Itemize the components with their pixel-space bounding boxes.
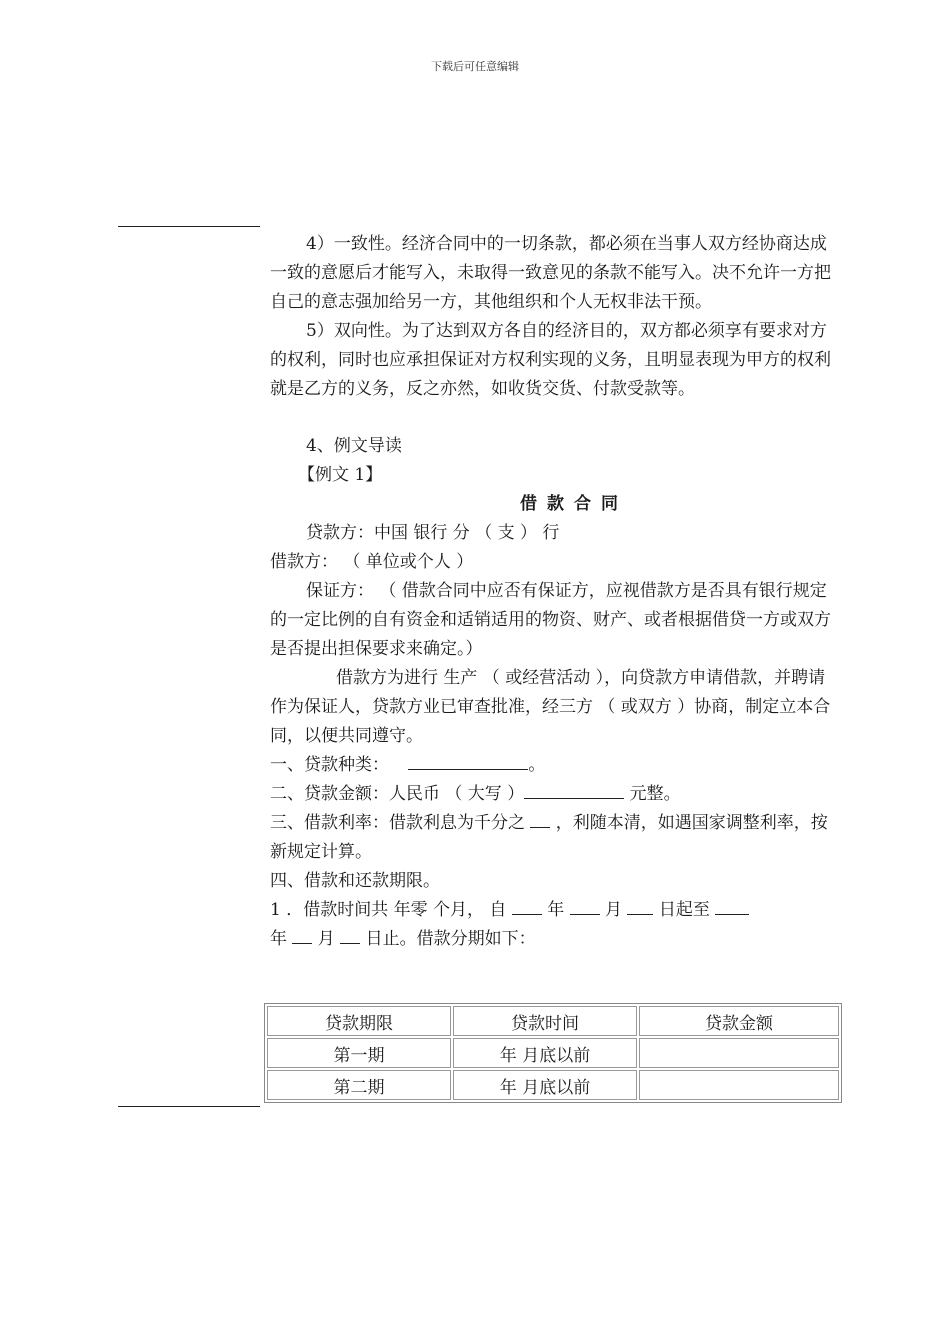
margin-rule-top: [118, 226, 260, 227]
clause-term: 四、借款和还款期限。: [270, 871, 440, 891]
table-cell: 年 月底以前: [453, 1038, 637, 1068]
table-cell: [639, 1038, 839, 1068]
blank-field: [340, 927, 360, 944]
table-header: 贷款时间: [453, 1006, 637, 1036]
clause-loan-type-end: 。: [528, 755, 546, 775]
lender-line: 贷款方：中国 银行 分 （ 支 ） 行: [306, 523, 560, 543]
term-text: 月: [312, 929, 341, 949]
blank-field: [530, 811, 550, 828]
guarantor-paragraph: 保证方： （ 借款合同中应否有保证方，应视借款方是否具有银行规定的一定比例的自有资金和适销适用的物资、财产、或者根据借贷一方或双方是否提出担保要求来确定。）: [270, 581, 831, 659]
margin-rule-bottom: [118, 1106, 260, 1107]
term-text: 1 ．借款时间共 年零 个月， 自: [270, 900, 512, 920]
contract-title: 借款合同: [520, 494, 628, 514]
table-header: 贷款金额: [639, 1006, 839, 1036]
clause-loan-amount-end: 元整。: [624, 784, 681, 804]
term-text: 日止。借款分期如下：: [360, 929, 536, 949]
table-row: [267, 1070, 839, 1100]
term-text: 年: [541, 900, 570, 920]
clause-term-detail: [270, 896, 842, 954]
page-header: 下载后可任意编辑: [431, 60, 519, 73]
table-cell: 年 月底以前: [453, 1070, 637, 1100]
table-cell: [639, 1070, 839, 1100]
loan-schedule-table: [264, 1003, 842, 1103]
clause-loan-type: [270, 751, 842, 780]
blank-field: [292, 927, 312, 944]
table-cell: 第一期: [267, 1038, 451, 1068]
clause-interest-text-a: 三、借款利率：借款利息为千分之: [270, 813, 531, 833]
clause-loan-amount-label: 二、贷款金额：人民币 （ 大写 ）: [270, 784, 525, 804]
borrower-line: 借款方： （ 单位或个人 ）: [270, 552, 474, 572]
term-text: 日起至: [653, 900, 716, 920]
paragraph-bidirectional: 5）双向性。为了达到双方各自的经济目的，双方都必须享有要求对方的权利，同时也应承担保证对方权利实现的义务，且明显表现为甲方的权利就是乙方的义务，反之亦然，如收货交货、付款受款等。: [270, 321, 831, 399]
term-text: 年: [270, 929, 293, 949]
blank-field: [512, 898, 542, 915]
clause-interest-rate: [270, 809, 842, 867]
table-row: [267, 1038, 839, 1068]
blank-field: [627, 898, 653, 915]
section-heading: 4、例文导读: [306, 436, 402, 456]
document-body: [270, 230, 842, 954]
clause-loan-type-label: 一、贷款种类：: [270, 755, 389, 775]
table-header: 贷款期限: [267, 1006, 451, 1036]
example-label: 【例文 1】: [298, 465, 383, 485]
clause-interest-text-b: ，利随本清，如遇国家调整利率，按新规定计算。: [270, 813, 828, 862]
blank-field: [408, 753, 528, 770]
preamble-paragraph: 借款方为进行 生产 （ 或经营活动 ），向贷款方申请借款，并聘请 作为保证人，贷款方业已审查批准，经三方 （ 或双方 ）协商，制定立本合同，以便共同遵守。: [270, 668, 831, 746]
term-text: 月: [599, 900, 628, 920]
blank-field: [524, 782, 624, 799]
table-cell: 第二期: [267, 1070, 451, 1100]
blank-field: [715, 898, 749, 915]
blank-field: [570, 898, 600, 915]
paragraph-consistency: 4）一致性。经济合同中的一切条款，都必须在当事人双方经协商达成一致的意愿后才能写入，未取得一致意见的条款不能写入。决不允许一方把自己的意志强加给另一方，其他组织和个人无权非法干预。: [270, 234, 831, 312]
clause-loan-amount: [270, 780, 842, 809]
table-header-row: [267, 1006, 839, 1036]
